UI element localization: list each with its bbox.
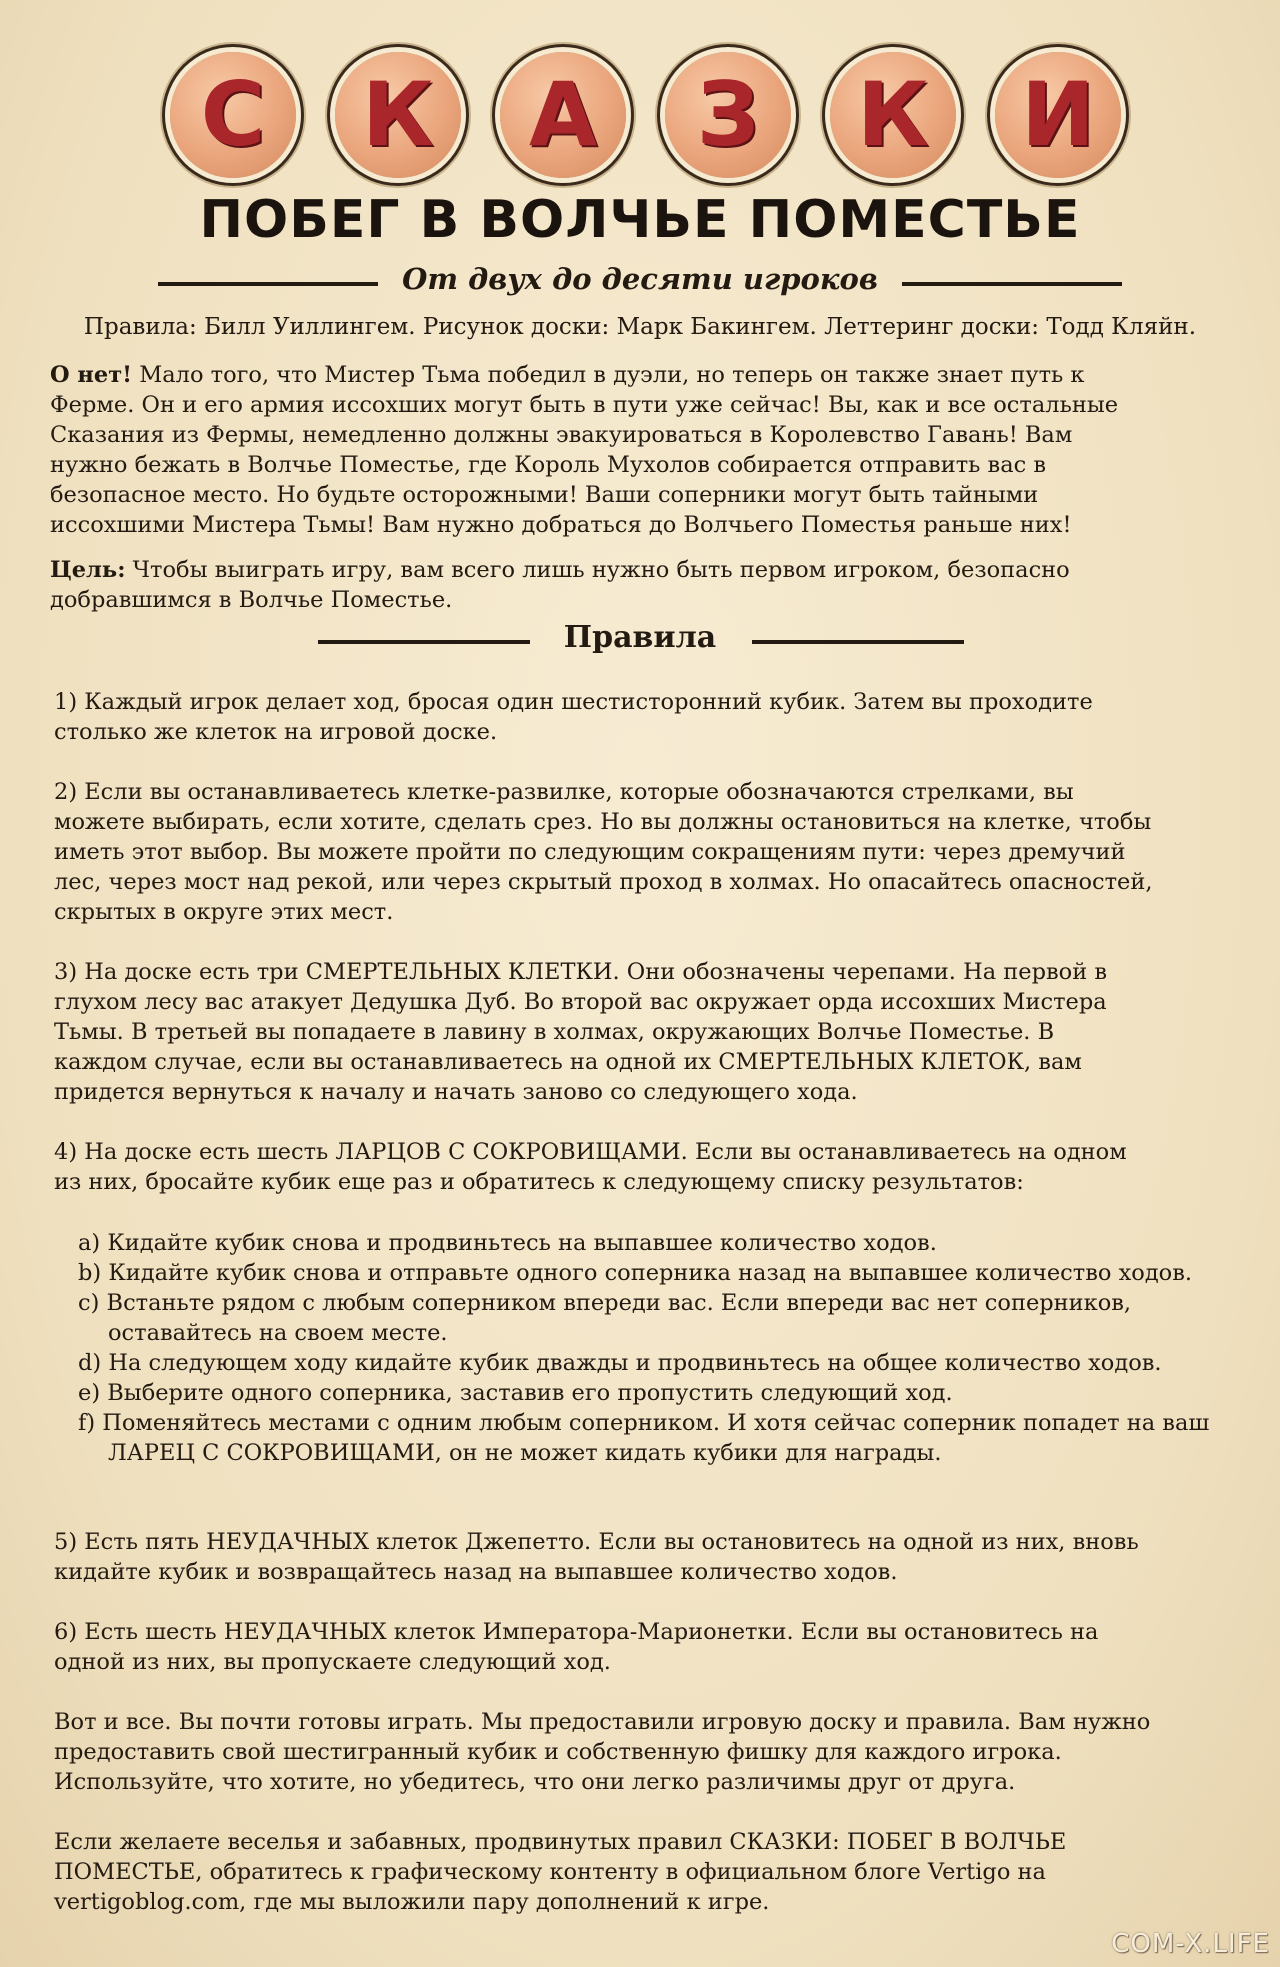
logo-letter-circle: К <box>830 52 956 178</box>
rule-4-options <box>78 1228 1238 1468</box>
subtitle-row <box>0 262 1280 308</box>
intro-paragraph: О нет! Мало того, что Мистер Тьма победил в дуэли, но теперь он также знает путь к Ферме. Он и его армия иссохших могут быть в пути уже сейчас! Вы, как и все остальные Сказания из Фермы, немедленно должны эвакуироваться в Королевство Гавань! Вам нужно бежать в Волчье Поместье, где Король Мухолов собирается отправить вас в безопасное место. Но будьте осторожными! Ваши соперники могут быть тайными иссохшими Мистера Тьмы! Вам нужно добраться до Волчьего Поместья раньше них! <box>50 362 1119 538</box>
intro-lead: О нет! <box>50 362 133 388</box>
rule-5: 5) Есть пять НЕУДАЧНЫХ клеток Джепетто. Если вы остановитесь на одной из них, вновь кидайте кубик и возвращайтесь назад на выпавшее количество ходов. <box>54 1529 1139 1585</box>
goal-paragraph: Цель: Чтобы выиграть игру, вам всего лишь нужно быть первом игроком, безопасно добравшимся в Волчье Поместье. <box>50 557 1070 613</box>
page-title: ПОБЕГ В ВОЛЧЬЕ ПОМЕСТЬЕ <box>199 190 1081 250</box>
closing-paragraph: Вот и все. Вы почти готовы играть. Мы предоставили игровую доску и правила. Вам нужно предоставить свой шестигранный кубик и собственную фишку для каждого игрока. Используйте, что хотите, но убедитесь, что они легко различимы друг от друга. <box>54 1709 1151 1795</box>
subtitle: От двух до десяти игроков <box>402 262 878 296</box>
list-item: e) Выберите одного соперника, заставив его пропустить следующий ход. <box>78 1380 953 1406</box>
credits-line: Правила: Билл Уиллингем. Рисунок доски: Марк Бакингем. Леттеринг доски: Тодд Кляйн. <box>83 314 1197 340</box>
rule-3: 3) На доске есть три СМЕРТЕЛЬНЫХ КЛЕТКИ. Они обозначены черепами. На первой в глухом лесу вас атакует Дедушка Дуб. Во второй вас окружает орда иссохших Мистера Тьмы. В третьей вы попадаете в лавину в холмах, окружающих Волчье Поместье. В каждом случае, если вы останавливаетесь на одной их СМЕРТЕЛЬНЫХ КЛЕТОК, вам придется вернуться к началу и начать заново со следующего хода. <box>54 959 1108 1105</box>
logo-letter-circle: С <box>170 52 296 178</box>
rules-heading: Правила <box>563 620 717 655</box>
advanced-rules-paragraph: Если желаете веселья и забавных, продвинутых правил СКАЗКИ: ПОБЕГ В ВОЛЧЬЕ ПОМЕСТЬЕ, обратитесь к графическому контенту в официальном блоге Vertigo на vertigoblog.com, где мы выложили пару дополнений к игре. <box>54 1829 1067 1915</box>
list-item: c) Встаньте рядом с любым соперником впереди вас. Если впереди вас нет соперников, оставайтесь на своем месте. <box>78 1290 1132 1346</box>
logo-letter-circle: К <box>335 52 461 178</box>
rule-2: 2) Если вы останавливаетесь клетке-развилке, которые обозначаются стрелками, вы можете выбирать, если хотите, сделать срез. Но вы должны остановиться на клетке, чтобы иметь этот выбор. Вы можете пройти по следующим сокращениям пути: через дремучий лес, через мост над рекой, или через скрытый проход в холмах. Но опасайтесь опасностей, скрытых в округе этих мест. <box>54 779 1153 925</box>
rules-heading-row <box>0 620 1280 660</box>
list-item: d) На следующем ходу кидайте кубик дважды и продвиньтесь на общее количество ходов. <box>78 1350 1162 1376</box>
logo-letter-circle: А <box>500 52 626 178</box>
list-item: b) Кидайте кубик снова и отправьте одного соперника назад на выпавшее количество ходов. <box>78 1260 1193 1286</box>
logo-letter-circle: И <box>995 52 1121 178</box>
list-item: a) Кидайте кубик снова и продвиньтесь на выпавшее количество ходов. <box>78 1230 937 1256</box>
rule-4: 4) На доске есть шесть ЛАРЦОВ С СОКРОВИЩАМИ. Если вы останавливаетесь на одном из них, бросайте кубик еще раз и обратитесь к следующему списку результатов: <box>54 1139 1127 1195</box>
list-item: f) Поменяйтесь местами с одним любым соперником. И хотя сейчас соперник попадет на ваш ЛАРЕЦ С СОКРОВИЩАМИ, он не может кидать кубики для награды. <box>78 1410 1210 1466</box>
watermark: COM-X.LIFE <box>1111 1929 1270 1959</box>
rule-6: 6) Есть шесть НЕУДАЧНЫХ клеток Императора-Марионетки. Если вы остановитесь на одной из них, вы пропускаете следующий ход. <box>54 1619 1099 1675</box>
goal-lead: Цель: <box>50 557 126 583</box>
logo-letter-circle: З <box>665 52 791 178</box>
rule-1: 1) Каждый игрок делает ход, бросая один шестисторонний кубик. Затем вы проходите столько же клеток на игровой доске. <box>54 689 1093 745</box>
fables-logo <box>0 52 1280 186</box>
